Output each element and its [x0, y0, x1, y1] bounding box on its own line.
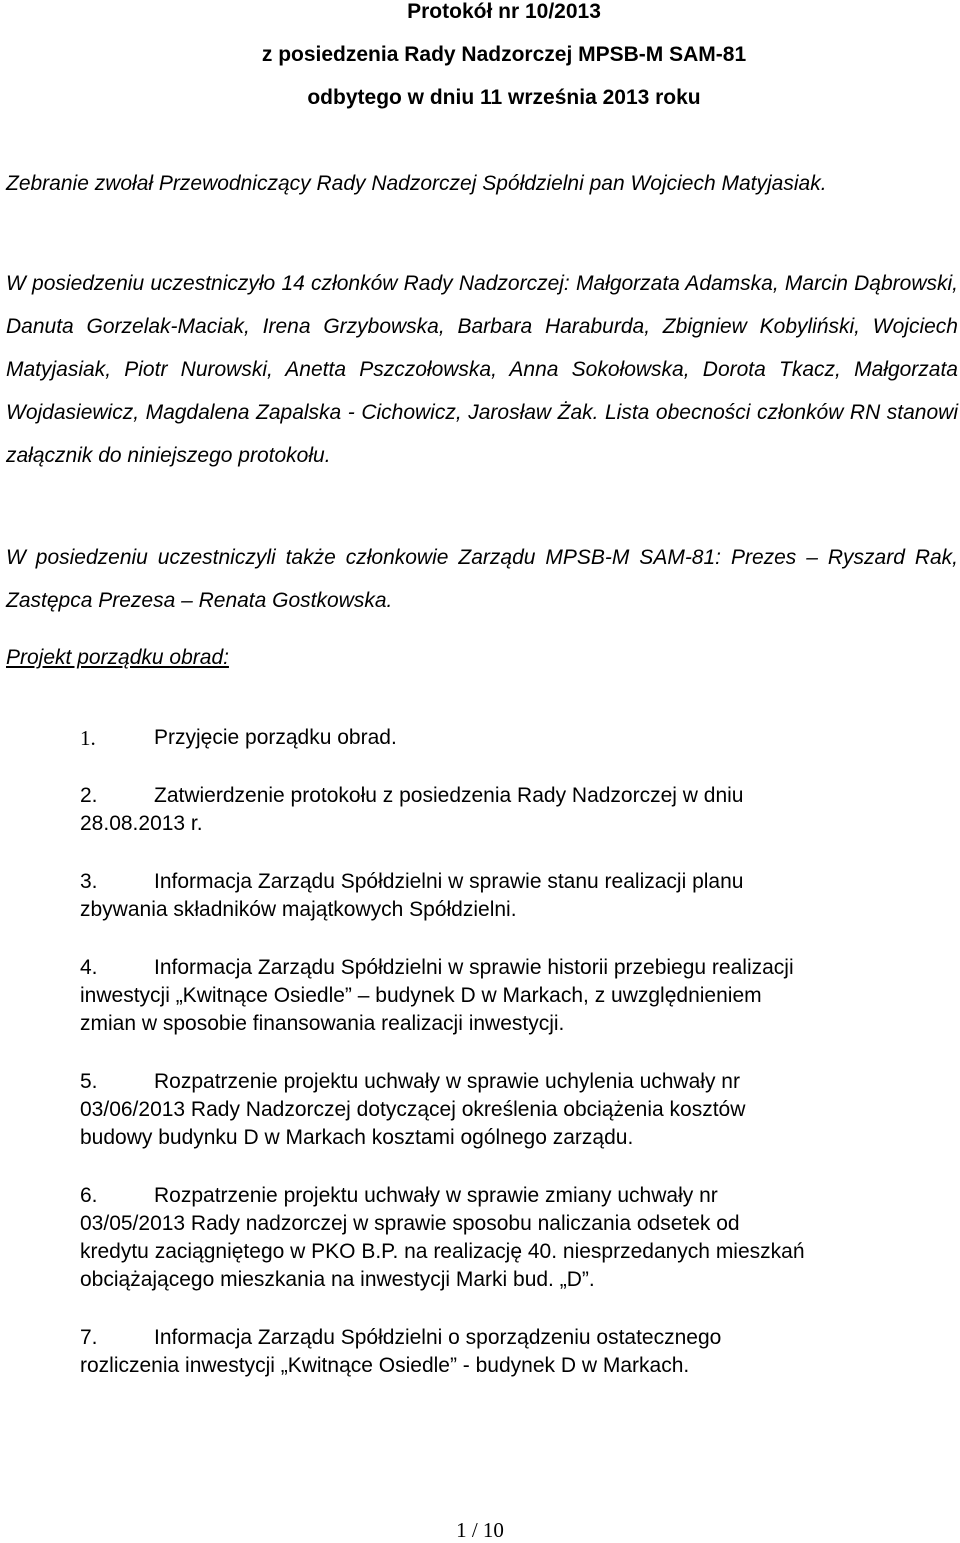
paragraph-convened: Zebranie zwołał Przewodniczący Rady Nadzorczej Spółdzielni pan Wojciech Matyjasiak.: [6, 172, 827, 195]
agenda-number: 2.: [80, 784, 98, 807]
protocol-title: Protokół nr 10/2013: [407, 0, 601, 23]
agenda-text: Rozpatrzenie projektu uchwały w sprawie zmiany uchwały nr 03/05/2013 Rady nadzorczej w sprawie sposobu naliczania odsetek od kredytu zaciągniętego w PKO B.P. na realizację 40. niesprzedanych mieszkań obciążającego mieszkania na inwestycji Marki bud. „D”.: [80, 1184, 805, 1291]
agenda-number: 3.: [80, 870, 98, 893]
agenda-list: [80, 724, 940, 1380]
agenda-item-6: [80, 1182, 940, 1294]
agenda-number: 1.: [80, 726, 96, 750]
agenda-number: 4.: [80, 956, 98, 979]
agenda-item-5: [80, 1068, 940, 1152]
protocol-subtitle: z posiedzenia Rady Nadzorczej MPSB-M SAM-81: [261, 43, 747, 66]
agenda-item-3: [80, 868, 940, 924]
agenda-item-4: [80, 954, 940, 1038]
agenda-heading: Projekt porządku obrad:: [6, 646, 229, 669]
agenda-number: 5.: [80, 1070, 98, 1093]
agenda-item-7: [80, 1324, 940, 1380]
agenda-text: Informacja Zarządu Spółdzielni w sprawie historii przebiegu realizacji inwestycji „Kwitnące Osiedle” – budynek D w Markach, z uwzględnieniem zmian w sposobie finansowania realizacji inwestycji.: [80, 956, 794, 1035]
agenda-item-1: [80, 724, 940, 752]
paragraph-members: W posiedzeniu uczestniczyło 14 członków Rady Nadzorczej: Małgorzata Adamska, Marcin Dąbrowski, Danuta Gorzelak-Maciak, Irena Grzybowska, Barbara Haraburda, Zbigniew Kobyliński, Wojciech Matyjasiak, Piotr Nurowski, Anetta Pszczołowska, Anna Sokołowska, Dorota Tkacz, Małgorzata Wojdasiewicz, Magdalena Zapalska - Cichowicz, Jarosław Żak. Lista obecności członków RN stanowi załącznik do niniejszego protokołu.: [6, 272, 958, 467]
agenda-text: Rozpatrzenie projektu uchwały w sprawie uchylenia uchwały nr 03/06/2013 Rady Nadzorczej dotyczącej określenia obciążenia kosztów budowy budynku D w Markach kosztami ogólnego zarządu.: [80, 1070, 746, 1149]
agenda-text: Informacja Zarządu Spółdzielni w sprawie stanu realizacji planu zbywania składników majątkowych Spółdzielni.: [80, 870, 744, 921]
agenda-text: Przyjęcie porządku obrad.: [154, 726, 397, 749]
agenda-text: Informacja Zarządu Spółdzielni o sporządzeniu ostatecznego rozliczenia inwestycji „Kwitnące Osiedle” - budynek D w Markach.: [80, 1326, 722, 1377]
agenda-item-2: [80, 782, 940, 838]
protocol-date: odbytego w dniu 11 września 2013 roku: [307, 86, 701, 109]
agenda-text: Zatwierdzenie protokołu z posiedzenia Rady Nadzorczej w dniu 28.08.2013 r.: [80, 784, 744, 835]
protocol-header: [0, 0, 960, 119]
agenda-number: 6.: [80, 1184, 98, 1207]
page-number: 1 / 10: [456, 1518, 504, 1542]
agenda-number: 7.: [80, 1326, 98, 1349]
paragraph-board: W posiedzeniu uczestniczyli także członkowie Zarządu MPSB-M SAM-81: Prezes – Ryszard Rak, Zastępca Prezesa – Renata Gostkowska.: [6, 546, 958, 612]
